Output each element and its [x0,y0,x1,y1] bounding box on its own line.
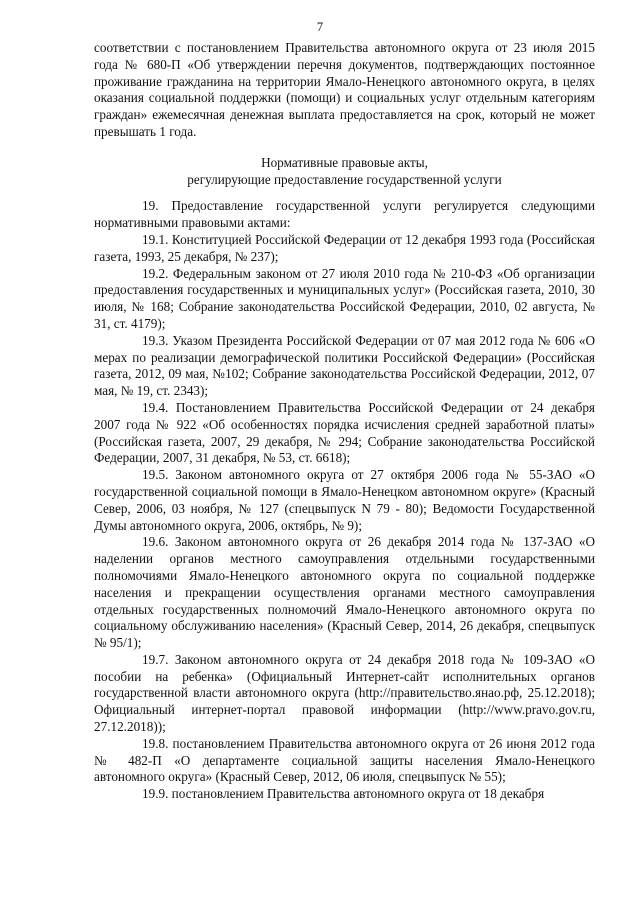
section-heading-line-2: регулирующие предоставление государственной услуги [187,171,502,187]
section-heading-line-1: Нормативные правовые акты, [261,154,428,170]
paragraph-19-2: 19.2. Федеральным законом от 27 июля 2010 года № 210-ФЗ «Об организации предоставления государственных и муниципальных услуг» (Российская газета, 2010, 30 июля, № 168; Собрание законодательства Российской Федерации, 2010, 02 августа, № 31, ст. 4179); [94,265,595,331]
paragraph-19-4: 19.4. Постановлением Правительства Российской Федерации от 24 декабря 2007 года № 922 «Об особенностях порядка исчисления средней заработной платы» (Российская газета, 2007, 29 декабря, № 294; Собрание законодательства Российской Федерации, 2007, 31 декабря, № 53, ст. 6618); [94,399,595,466]
paragraph-19-1: 19.1. Конституцией Российской Федерации от 12 декабря 1993 года (Российская газета, 1993, 25 декабря, № 237); [94,231,595,264]
paragraph-19: 19. Предоставление государственной услуги регулируется следующими нормативными правовыми актами: [94,198,595,231]
page-number: 7 [316,20,324,34]
paragraph-19-9: 19.9. постановлением Правительства автономного округа от 18 декабря [142,786,545,802]
intro-paragraph: соответствии с постановлением Правительства автономного округа от 23 июля 2015 года № 680-П «Об утверждении перечня документов, подтверждающих постоянное проживание гражданина на территории Ямало-Ненецкого автономного округа, в целях оказания социальной поддержки (помощи) и социальных услуг отдельным категориям граждан» ежемесячная денежная выплата предоставляется на срок, который не может превышать 1 года. [94,40,595,139]
paragraph-19-5: 19.5. Законом автономного округа от 27 октября 2006 года № 55-ЗАО «О государственной социальной помощи в Ямало-Ненецком автономном округе» (Красный Север, 2006, 03 ноября, № 127 (спецвыпуск N 79 - 80); Ведомости Государственной Думы автономного округа, 2006, октябрь, № 9); [94,467,595,533]
document-body [94,40,595,803]
paragraph-19-3: 19.3. Указом Президента Российской Федерации от 07 мая 2012 года № 606 «О мерах по реализации демографической политики Российской Федерации» (Российская газета, 2012, 09 мая, №102; Собрание законодательства Российской Федерации, 2012, 07 мая, № 19, ст. 2343); [94,332,595,399]
paragraph-19-6: 19.6. Законом автономного округа от 26 декабря 2014 года № 137-ЗАО «О наделении органов местного самоуправления отдельными государственными полномочиями Ямало-Ненецкого автономного округа по социальной поддержке населения и прекращении осуществления органами местного самоуправления отдельных государственных полномочий Ямало-Ненецкого автономного округа по социальному обслуживанию населения» (Красный Север, 2014, 26 декабря, спецвыпуск № 95/1); [94,534,595,651]
paragraph-19-7: 19.7. Законом автономного округа от 24 декабря 2018 года № 109-ЗАО «О пособии на ребенка» (Официальный Интернет-сайт исполнительных органов государственной власти автономного округа (http://правительство.янао.рф, 25.12.2018); Официальный интернет-портал правовой информации (http://www.pravo.gov.ru, 27.12.2018)); [94,651,595,735]
paragraph-19-8: 19.8. постановлением Правительства автономного округа от 26 июня 2012 года № 482-П «О департаменте социальной защиты населения Ямало-Ненецкого автономного округа» (Красный Север, 2012, 06 июля, спецвыпуск № 55); [94,735,595,785]
